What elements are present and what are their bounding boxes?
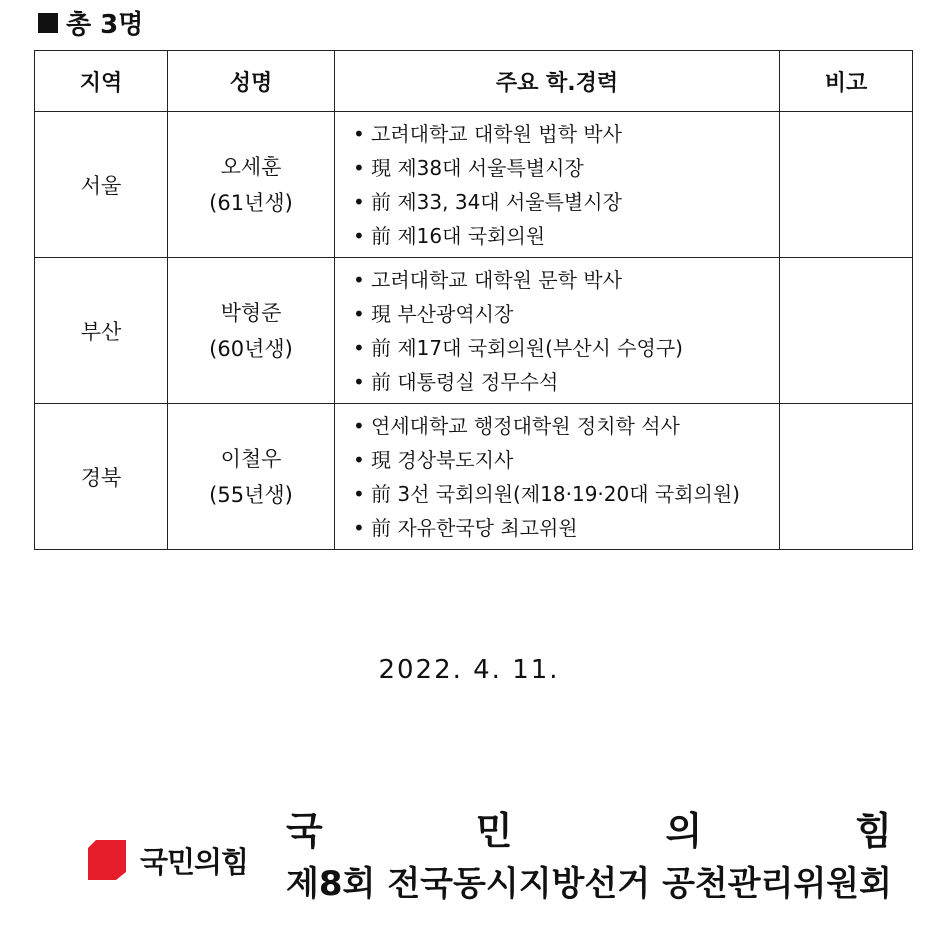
name-cell (168, 112, 335, 258)
section-heading (38, 4, 143, 41)
region-cell: 부산 (35, 258, 168, 404)
org-char: 힘 (855, 809, 892, 853)
heading-text: 총 3명 (66, 10, 144, 40)
table-header-row (35, 51, 913, 112)
career-item: • 現 경상북도지사 (353, 443, 778, 477)
career-item: • 前 제16대 국회의원 (353, 219, 778, 253)
career-item: • 現 제38대 서울특별시장 (353, 151, 778, 185)
bullet-icon: • (353, 155, 365, 180)
header-name: 성명 (168, 51, 335, 112)
name-cell (168, 404, 335, 550)
career-item: • 前 대통령실 정무수석 (353, 365, 778, 399)
table-row (35, 258, 913, 404)
committee-word: 전국동시지방선거 (387, 864, 651, 904)
career-item: • 前 제33, 34대 서울특별시장 (353, 185, 778, 219)
document-date: 2022. 4. 11. (378, 655, 560, 685)
career-cell (335, 112, 780, 258)
bullet-icon: • (353, 121, 365, 146)
bullet-icon: • (353, 189, 365, 214)
party-logo (86, 838, 248, 882)
square-bullet-icon (38, 13, 58, 33)
bullet-icon: • (353, 267, 365, 292)
note-cell (780, 404, 913, 550)
bullet-icon: • (353, 515, 365, 540)
career-item: • 現 부산광역시장 (353, 297, 778, 331)
career-cell (335, 258, 780, 404)
org-char: 민 (475, 809, 513, 853)
candidate-name: 박형준 (220, 300, 282, 325)
career-item: • 前 3선 국회의원(제18·19·20대 국회의원) (353, 477, 778, 511)
career-item: • 고려대학교 대학원 문학 박사 (353, 263, 778, 297)
committee-word: 제8회 (286, 864, 376, 904)
org-name-spaced (286, 800, 892, 855)
bullet-icon: • (353, 335, 365, 360)
bullet-icon: • (353, 447, 365, 472)
bullet-icon: • (353, 481, 365, 506)
org-char: 국 (286, 809, 323, 853)
candidate-birth: (61년생) (209, 190, 293, 215)
table-row (35, 404, 913, 550)
name-cell (168, 258, 335, 404)
bullet-icon: • (353, 369, 365, 394)
candidate-table (34, 50, 913, 550)
note-cell (780, 258, 913, 404)
bullet-icon: • (353, 413, 365, 438)
region-cell: 서울 (35, 112, 168, 258)
career-cell (335, 404, 780, 550)
candidate-birth: (55년생) (209, 482, 293, 507)
career-item: • 연세대학교 행정대학원 정치학 석사 (353, 409, 778, 443)
header-note: 비고 (780, 51, 913, 112)
table-row (35, 112, 913, 258)
committee-name (286, 856, 892, 905)
party-logo-text: 국민의힘 (140, 844, 249, 879)
career-item: • 前 제17대 국회의원(부산시 수영구) (353, 331, 778, 365)
career-item: • 고려대학교 대학원 법학 박사 (353, 117, 778, 151)
region-cell: 경북 (35, 404, 168, 550)
candidate-name: 오세훈 (220, 154, 282, 179)
candidate-birth: (60년생) (209, 336, 293, 361)
career-item: • 前 자유한국당 최고위원 (353, 511, 778, 545)
org-char: 의 (665, 809, 703, 853)
committee-word: 공천관리위원회 (662, 864, 892, 904)
party-logo-icon (86, 838, 130, 882)
bullet-icon: • (353, 301, 365, 326)
header-region: 지역 (35, 51, 168, 112)
header-career: 주요 학.경력 (335, 51, 780, 112)
note-cell (780, 112, 913, 258)
candidate-name: 이철우 (220, 446, 282, 471)
bullet-icon: • (353, 223, 365, 248)
